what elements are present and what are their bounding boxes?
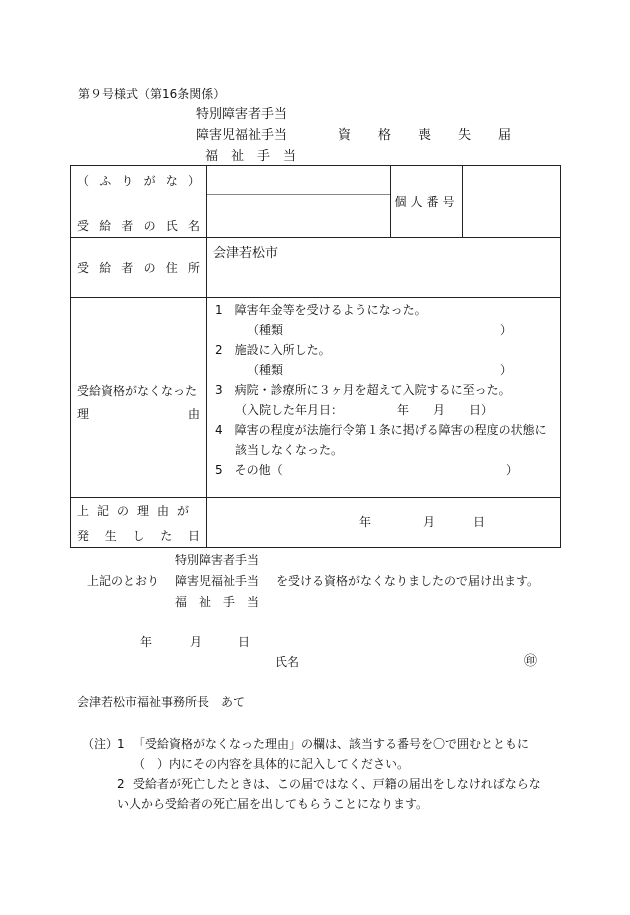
occur-label-line2: 発 生 し た 日 (77, 528, 200, 543)
address-label-cell (71, 238, 207, 298)
statement-allowance-1: 特別障害者手当 (175, 553, 260, 567)
reason-4-cont: 該当しなくなった。 (235, 443, 344, 457)
address-value: 会津若松市 (213, 246, 279, 261)
reason-list (207, 298, 560, 480)
statement-suffix: を受ける資格がなくなりましたので届け出ます。 (276, 574, 540, 588)
reason-3[interactable]: 3 病院・診療所に３ヶ月を超えて入院するに至った。 (215, 383, 511, 397)
reason-2[interactable]: 2 施設に入所した。 (215, 343, 331, 357)
reason-1-type[interactable]: （種類 ） (247, 323, 512, 337)
reason-label-cell (71, 298, 207, 498)
reason-4[interactable]: 4 障害の程度が法施行令第１条に掲げる障害の程度の状態に (215, 423, 547, 437)
note-2-number: 2 (117, 777, 125, 791)
statement-prefix: 上記のとおり (87, 574, 160, 588)
reason-list-cell[interactable] (207, 298, 561, 498)
form-title: 資 格 喪 失 届 (338, 128, 519, 143)
reason-1[interactable]: 1 障害年金等を受けるようになった。 (215, 303, 427, 317)
allowance-type-3: 福 祉 手 当 (205, 149, 297, 164)
occur-month: 月 (423, 514, 436, 529)
name-label-cell (71, 166, 207, 238)
furigana-input[interactable] (207, 166, 390, 195)
note-1-line1: 「受給資格がなくなった理由」の欄は、該当する番号を〇で囲むとともに (133, 737, 530, 751)
my-number-label: 個人番号 (394, 195, 459, 209)
reason-5[interactable]: 5 その他（ ） (215, 463, 518, 477)
seal-mark: ㊞ (524, 654, 538, 669)
address-label: 受 給 者 の 住 所 (77, 261, 200, 275)
allowance-type-2: 障害児福祉手当 (196, 128, 288, 143)
my-number-label-cell (391, 166, 463, 238)
statement-allowance-3: 福 祉 手 当 (175, 595, 260, 609)
reason-label-line2: 理 由 (77, 406, 200, 421)
form-table (70, 165, 561, 548)
form-code: 第９号様式（第16条関係） (78, 87, 226, 101)
note-1-number: 1 (117, 737, 125, 751)
occur-label-cell (71, 498, 207, 548)
allowance-type-1: 特別障害者手当 (196, 107, 288, 122)
sign-year: 年 (140, 635, 153, 649)
reason-3-admit-date[interactable]: （入院した年月日： 年 月 日） (235, 403, 494, 417)
statement-allowance-2: 障害児福祉手当 (175, 574, 260, 588)
reason-label-line1: 受給資格がなくなった (77, 383, 198, 398)
sign-month: 月 (190, 635, 203, 649)
name-value-cell[interactable] (207, 166, 391, 238)
occur-year: 年 (359, 514, 372, 529)
reason-2-type[interactable]: （種類 ） (247, 363, 512, 377)
note-2-line1: 受給者が死亡したときは、この届ではなく、戸籍の届出をしなければならな (133, 777, 541, 791)
name-label: 受 給 者 の 氏 名 (77, 219, 200, 233)
occur-date-cell[interactable] (207, 498, 561, 548)
name-input[interactable] (207, 195, 390, 237)
occur-day: 日 (473, 514, 486, 529)
note-2-line2: い人から受給者の死亡届を出してもらうことになります。 (117, 797, 429, 811)
sign-name-label: 氏名 (275, 655, 300, 669)
address-value-cell[interactable] (207, 238, 561, 298)
notes-label: （注） (82, 737, 119, 751)
occur-label-line1: 上記の理由が (77, 503, 198, 518)
note-1-line2: （ ）内にその内容を具体的に記入してください。 (133, 757, 410, 771)
addressee: 会津若松市福祉事務所長 あて (77, 695, 246, 709)
furigana-label: （ ふ り が な ） (77, 174, 200, 188)
my-number-value-cell[interactable] (463, 166, 561, 238)
sign-day: 日 (238, 635, 251, 649)
